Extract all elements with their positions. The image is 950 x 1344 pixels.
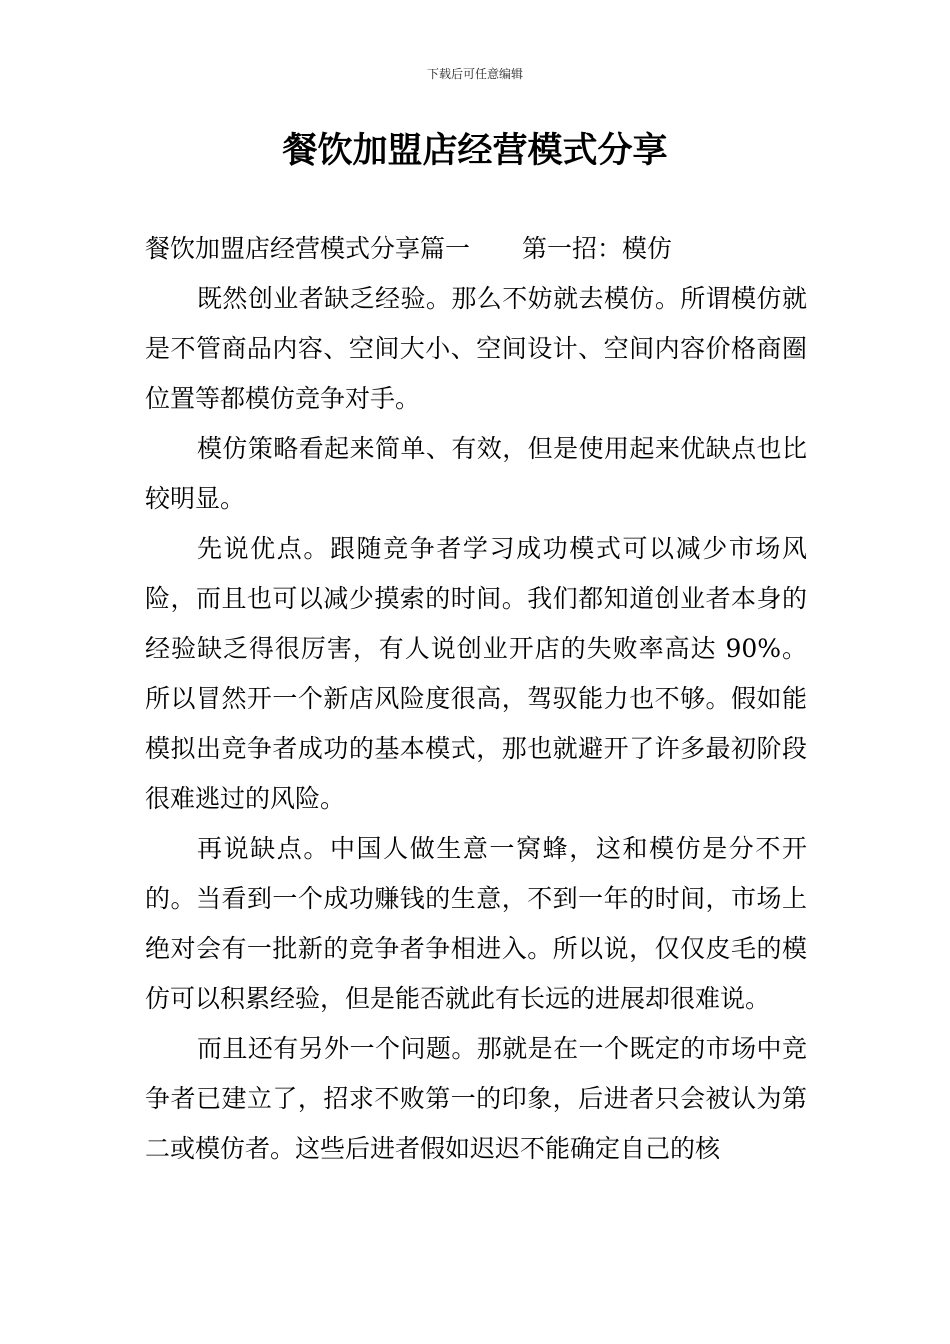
section-subheading: 第一招：模仿	[522, 234, 673, 263]
section-heading: 餐饮加盟店经营模式分享篇一	[145, 234, 471, 263]
paragraph: 先说优点。跟随竞争者学习成功模式可以减少市场风险，而且也可以减少摸索的时间。我们都知道创业者本身的经验缺乏得很厉害，有人说创业开店的失败率高达 90%。所以冒然开一个新店风险度很高，驾驭能力也不够。假如能模拟出竞争者成功的基本模式，那也就避开了许多最初阶段很难逃过的风险。	[145, 534, 807, 813]
paragraph: 而且还有另外一个问题。那就是在一个既定的市场中竞争者已建立了，招求不败第一的印象，后进者只会被认为第二或模仿者。这些后进者假如迟迟不能确定自己的核	[145, 1034, 807, 1163]
paragraph: 再说缺点。中国人做生意一窝蜂，这和模仿是分不开的。当看到一个成功赚钱的生意，不到一年的时间，市场上绝对会有一批新的竞争者争相进入。所以说，仅仅皮毛的模仿可以积累经验，但是能否就此有长远的进展却很难说。	[145, 834, 807, 1013]
paragraph: 模仿策略看起来简单、有效，但是使用起来优缺点也比较明显。	[145, 434, 807, 513]
heading-spacer	[470, 224, 522, 274]
section-lead-line	[145, 224, 807, 274]
document-title: 餐饮加盟店经营模式分享	[282, 131, 668, 171]
paragraph: 既然创业者缺乏经验。那么不妨就去模仿。所谓模仿就是不管商品内容、空间大小、空间设计、空间内容价格商圈位置等都模仿竞争对手。	[145, 284, 807, 413]
document-body	[145, 224, 807, 1174]
header-note: 下载后可任意编辑	[426, 67, 523, 81]
